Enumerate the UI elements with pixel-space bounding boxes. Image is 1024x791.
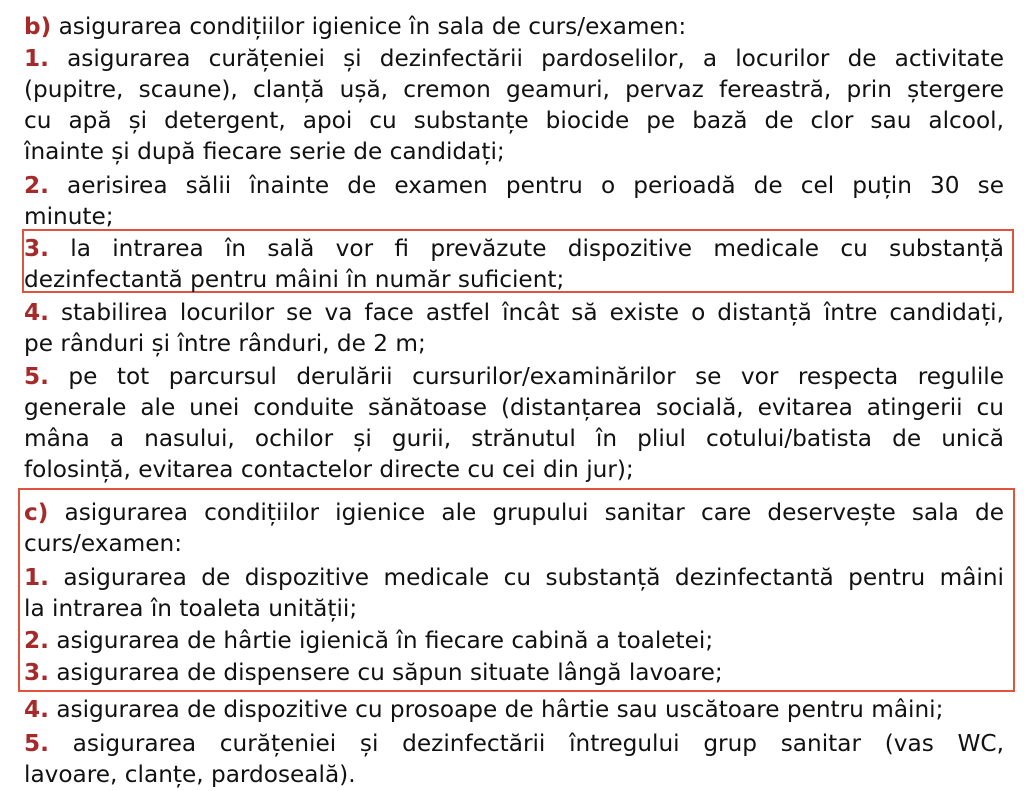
section-c-heading-line-2: curs/examen:	[24, 530, 183, 557]
b-item-5-line-1: 5. pe tot parcursul derulării cursurilor/examinărilor se vor respecta regulile	[24, 363, 1004, 390]
c-item-1-number: 1.	[24, 564, 49, 591]
b-item-5-line-3: mâna a nasului, ochilor și gurii, strănutul în pliul cotului/batista de unică	[24, 425, 1004, 452]
c-item-5-line-1: 5. asigurarea curățeniei și dezinfectării întregului grup sanitar (vas WC,	[24, 730, 1004, 757]
section-c-heading-text: asigurarea condițiilor igienice ale grupului sanitar care deservește sala de	[48, 499, 1004, 526]
b-item-3-line-1: 3. la intrarea în sală vor fi prevăzute dispozitive medicale cu substanță	[24, 235, 1004, 262]
b-item-2-line-2: minute;	[24, 203, 114, 230]
c-item-1-line-2: la intrarea în toaleta unității;	[24, 595, 358, 622]
c-item-2-number: 2.	[24, 627, 49, 654]
b-item-4-line-2: pe rânduri și între rânduri, de 2 m;	[24, 330, 426, 357]
section-c-marker: c)	[24, 499, 49, 526]
b-item-3-line-2: dezinfectantă pentru mâini în număr suficient;	[24, 266, 565, 293]
b-item-4-number: 4.	[24, 299, 49, 326]
c-item-4-line-1: 4. asigurarea de dispozitive cu prosoape de hârtie sau uscătoare pentru mâini;	[24, 696, 944, 723]
c-item-1-line-1: 1. asigurarea de dispozitive medicale cu substanță dezinfectantă pentru mâini	[24, 564, 1004, 591]
b-item-5-number: 5.	[24, 363, 49, 390]
b-item-3-number: 3.	[24, 235, 49, 262]
b-item-2-line-1: 2. aerisirea sălii înainte de examen pentru o perioadă de cel puțin 30 se	[24, 172, 1004, 199]
section-b-heading-text: asigurarea condițiilor igienice în sala de curs/examen:	[51, 13, 687, 40]
b-item-5-line-4: folosință, evitarea contactelor directe cu cei din jur);	[24, 456, 634, 483]
c-item-3-line-1: 3. asigurarea de dispensere cu săpun situate lângă lavoare;	[24, 659, 723, 686]
b-item-1-line-2: (pupitre, scaune), clanță ușă, cremon geamuri, pervaz fereastră, prin ștergere	[24, 76, 1004, 103]
c-item-5-line-2: lavoare, clanțe, pardoseală).	[24, 761, 356, 788]
c-item-5-number: 5.	[24, 730, 49, 757]
c-item-4-number: 4.	[24, 696, 49, 723]
c-item-3-number: 3.	[24, 659, 49, 686]
b-item-1-line-4: înainte și după fiecare serie de candidați;	[24, 138, 505, 165]
b-item-1-line-3: cu apă și detergent, apoi cu substanțe biocide pe bază de clor sau alcool,	[24, 107, 1004, 134]
b-item-4-line-1: 4. stabilirea locurilor se va face astfel încât să existe o distanță între candidați,	[24, 299, 1004, 326]
b-item-2-number: 2.	[24, 172, 49, 199]
c-item-2-line-1: 2. asigurarea de hârtie igienică în fiecare cabină a toaletei;	[24, 627, 714, 654]
section-c-heading	[24, 497, 1004, 528]
section-b-heading	[24, 11, 1004, 42]
section-b-marker: b)	[24, 13, 52, 40]
b-item-5-line-2: generale ale unei conduite sănătoase (distanțarea socială, evitarea atingerii cu	[24, 394, 1004, 421]
b-item-1-number: 1.	[24, 45, 49, 72]
b-item-1-line-1: 1. asigurarea curățeniei și dezinfectării pardoselilor, a locurilor de activitate	[24, 45, 1004, 72]
